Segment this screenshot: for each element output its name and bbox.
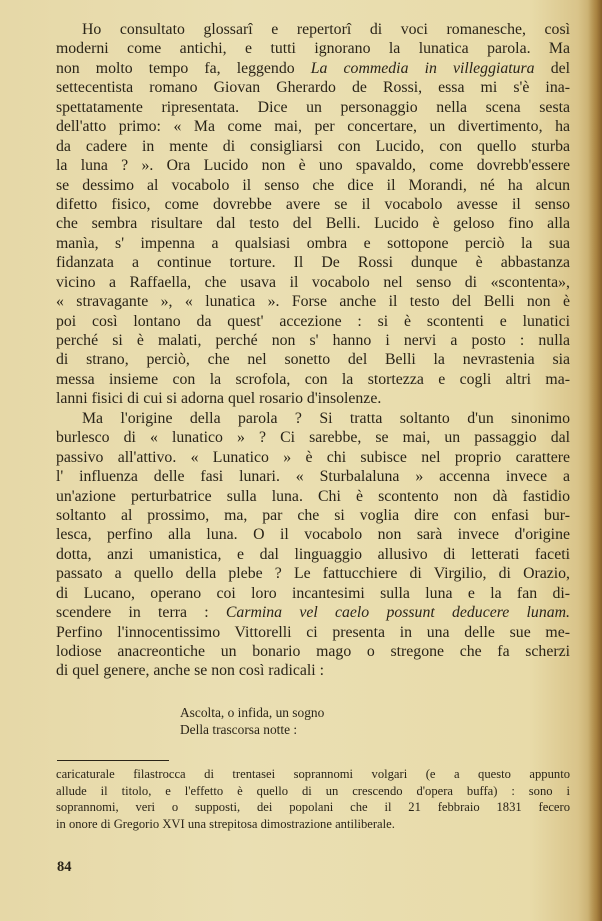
text-line: manìa, s' impenna a qualsiasi ombra e sottopone perciò la sua [56, 234, 570, 252]
text-line: la luna ? ». Ora Lucido non è uno spavaldo, come dovrebb'essere [56, 157, 570, 175]
text-line: soltanto al prossimo, ma, par che si voglia dire con enfasi bur- [56, 506, 570, 524]
text-line: lanni fisici di cui si adorna quel rosario d'insolenze. [56, 390, 382, 408]
page-edge-shadow [588, 0, 602, 921]
text-line: « stravagante », « lunatica ». Forse anche il testo del Belli non è [56, 293, 570, 311]
text-line: dotta, anzi umanistica, e dal linguaggio allusivo di letterati faceti [56, 545, 570, 563]
text-line: moderni come antichi, e tutti ignorano la lunatica parola. Ma [56, 40, 570, 58]
text-line: di strano, perciò, che nel sonetto del Belli la nevrastenia sia [56, 351, 570, 369]
text-line: difetto fisico, come dovrebbe avere se il vocabolo avesse il senso [56, 195, 570, 213]
text-line: un'azione perturbatrice sulla luna. Chi è scontento non dà fastidio [56, 487, 570, 505]
text-line: l' influenza delle fasi lunari. « Sturbalaluna » accenna invece a [56, 468, 570, 486]
text-line: Perfino l'innocentissimo Vittorelli ci presenta in una delle sue me- [56, 623, 570, 641]
text-line: Ma l'origine della parola ? Si tratta soltanto d'un sinonimo [82, 409, 570, 427]
verse-line: Ascolta, o infida, un sogno [180, 705, 325, 720]
text-line: passivo all'attivo. « Lunatico » è chi subisce nel proprio carattere [56, 448, 570, 466]
verse-line: Della trascorsa notte : [180, 722, 298, 737]
verse-quotation [180, 704, 324, 738]
latin-quotation: Carmina vel caelo possunt deducere lunam. [225, 604, 570, 622]
text-line: di quel genere, anche se non così radicali : [56, 662, 324, 680]
text-line: settecentista romano Giovan Gherardo de Rossi, essa mi s'è ina- [56, 79, 570, 97]
text-line: scendere in terra : Carmina vel caelo possunt deducere lunam. [56, 604, 570, 622]
footnote-line: caricaturale filastrocca di trentasei soprannomi volgari (e a questo appunto [56, 767, 570, 781]
text-line: dell'atto primo: « Ma come mai, per concertare, un divertimento, ha [56, 118, 570, 136]
body-text [56, 20, 570, 681]
footnote-line: in onore di Gregorio XVI una strepitosa dimostrazione antiliberale. [56, 816, 395, 831]
text-line: burlesco di « lunatico » ? Ci sarebbe, se mai, un passaggio dal [56, 429, 570, 447]
page-number: 84 [57, 859, 72, 875]
text-line: Ho consultato glossarî e repertorî di voci romanesche, così [82, 21, 570, 38]
footnote-divider [57, 760, 169, 761]
text-line: vicino a Raffaella, che usava il vocabolo nel senso di «scontenta», [56, 273, 570, 291]
italic-title: La commedia in villeggiatura [310, 59, 535, 77]
text-line: non molto tempo fa, leggendo La commedia in villeggiatura del [56, 59, 571, 77]
text-line: perché si è malati, perché non s' hanno i nervi a posto : nulla [56, 332, 570, 349]
text-line: poi così lontano da quest' accezione : si è scontenti e lunatici [56, 312, 570, 330]
text-line: messa insieme con la scrofola, con la stortezza e cogli altri ma- [56, 370, 570, 388]
text-line: che sembra risultare dal testo del Belli. Lucido è geloso fino alla [56, 215, 570, 233]
text-line: spettatamente ripresentata. Dice un personaggio nella scena sesta [56, 98, 570, 116]
footnote [56, 766, 570, 832]
text-line: da cadere in mente di consigliarsi con Lucido, con quello sturba [56, 137, 570, 155]
text-line: di Lucano, operano coi loro incantesimi sulla luna e la fan di- [56, 584, 570, 602]
text-line: lesca, perfino alla luna. O il vocabolo non sarà invece d'origine [56, 526, 570, 544]
text-line: se dessimo al vocabolo il senso che dice il Morandi, né ha alcun [56, 176, 570, 194]
footnote-line: soprannomi, veri o supposti, dei popolani che il 21 febbraio 1831 fecero [56, 800, 570, 815]
footnote-line: allude il titolo, e l'effetto è quello di un crescendo d'opera buffa) : sono i [56, 783, 570, 798]
text-line: fidanzata a continue torture. Il De Rossi dunque è abbastanza [56, 254, 570, 272]
text-line: passato a quello della plebe ? Le fattucchiere di Virgilio, di Orazio, [56, 565, 570, 583]
text-line: lodiose anacreontiche un bonario mago o stregone che fa scherzi [56, 643, 570, 660]
